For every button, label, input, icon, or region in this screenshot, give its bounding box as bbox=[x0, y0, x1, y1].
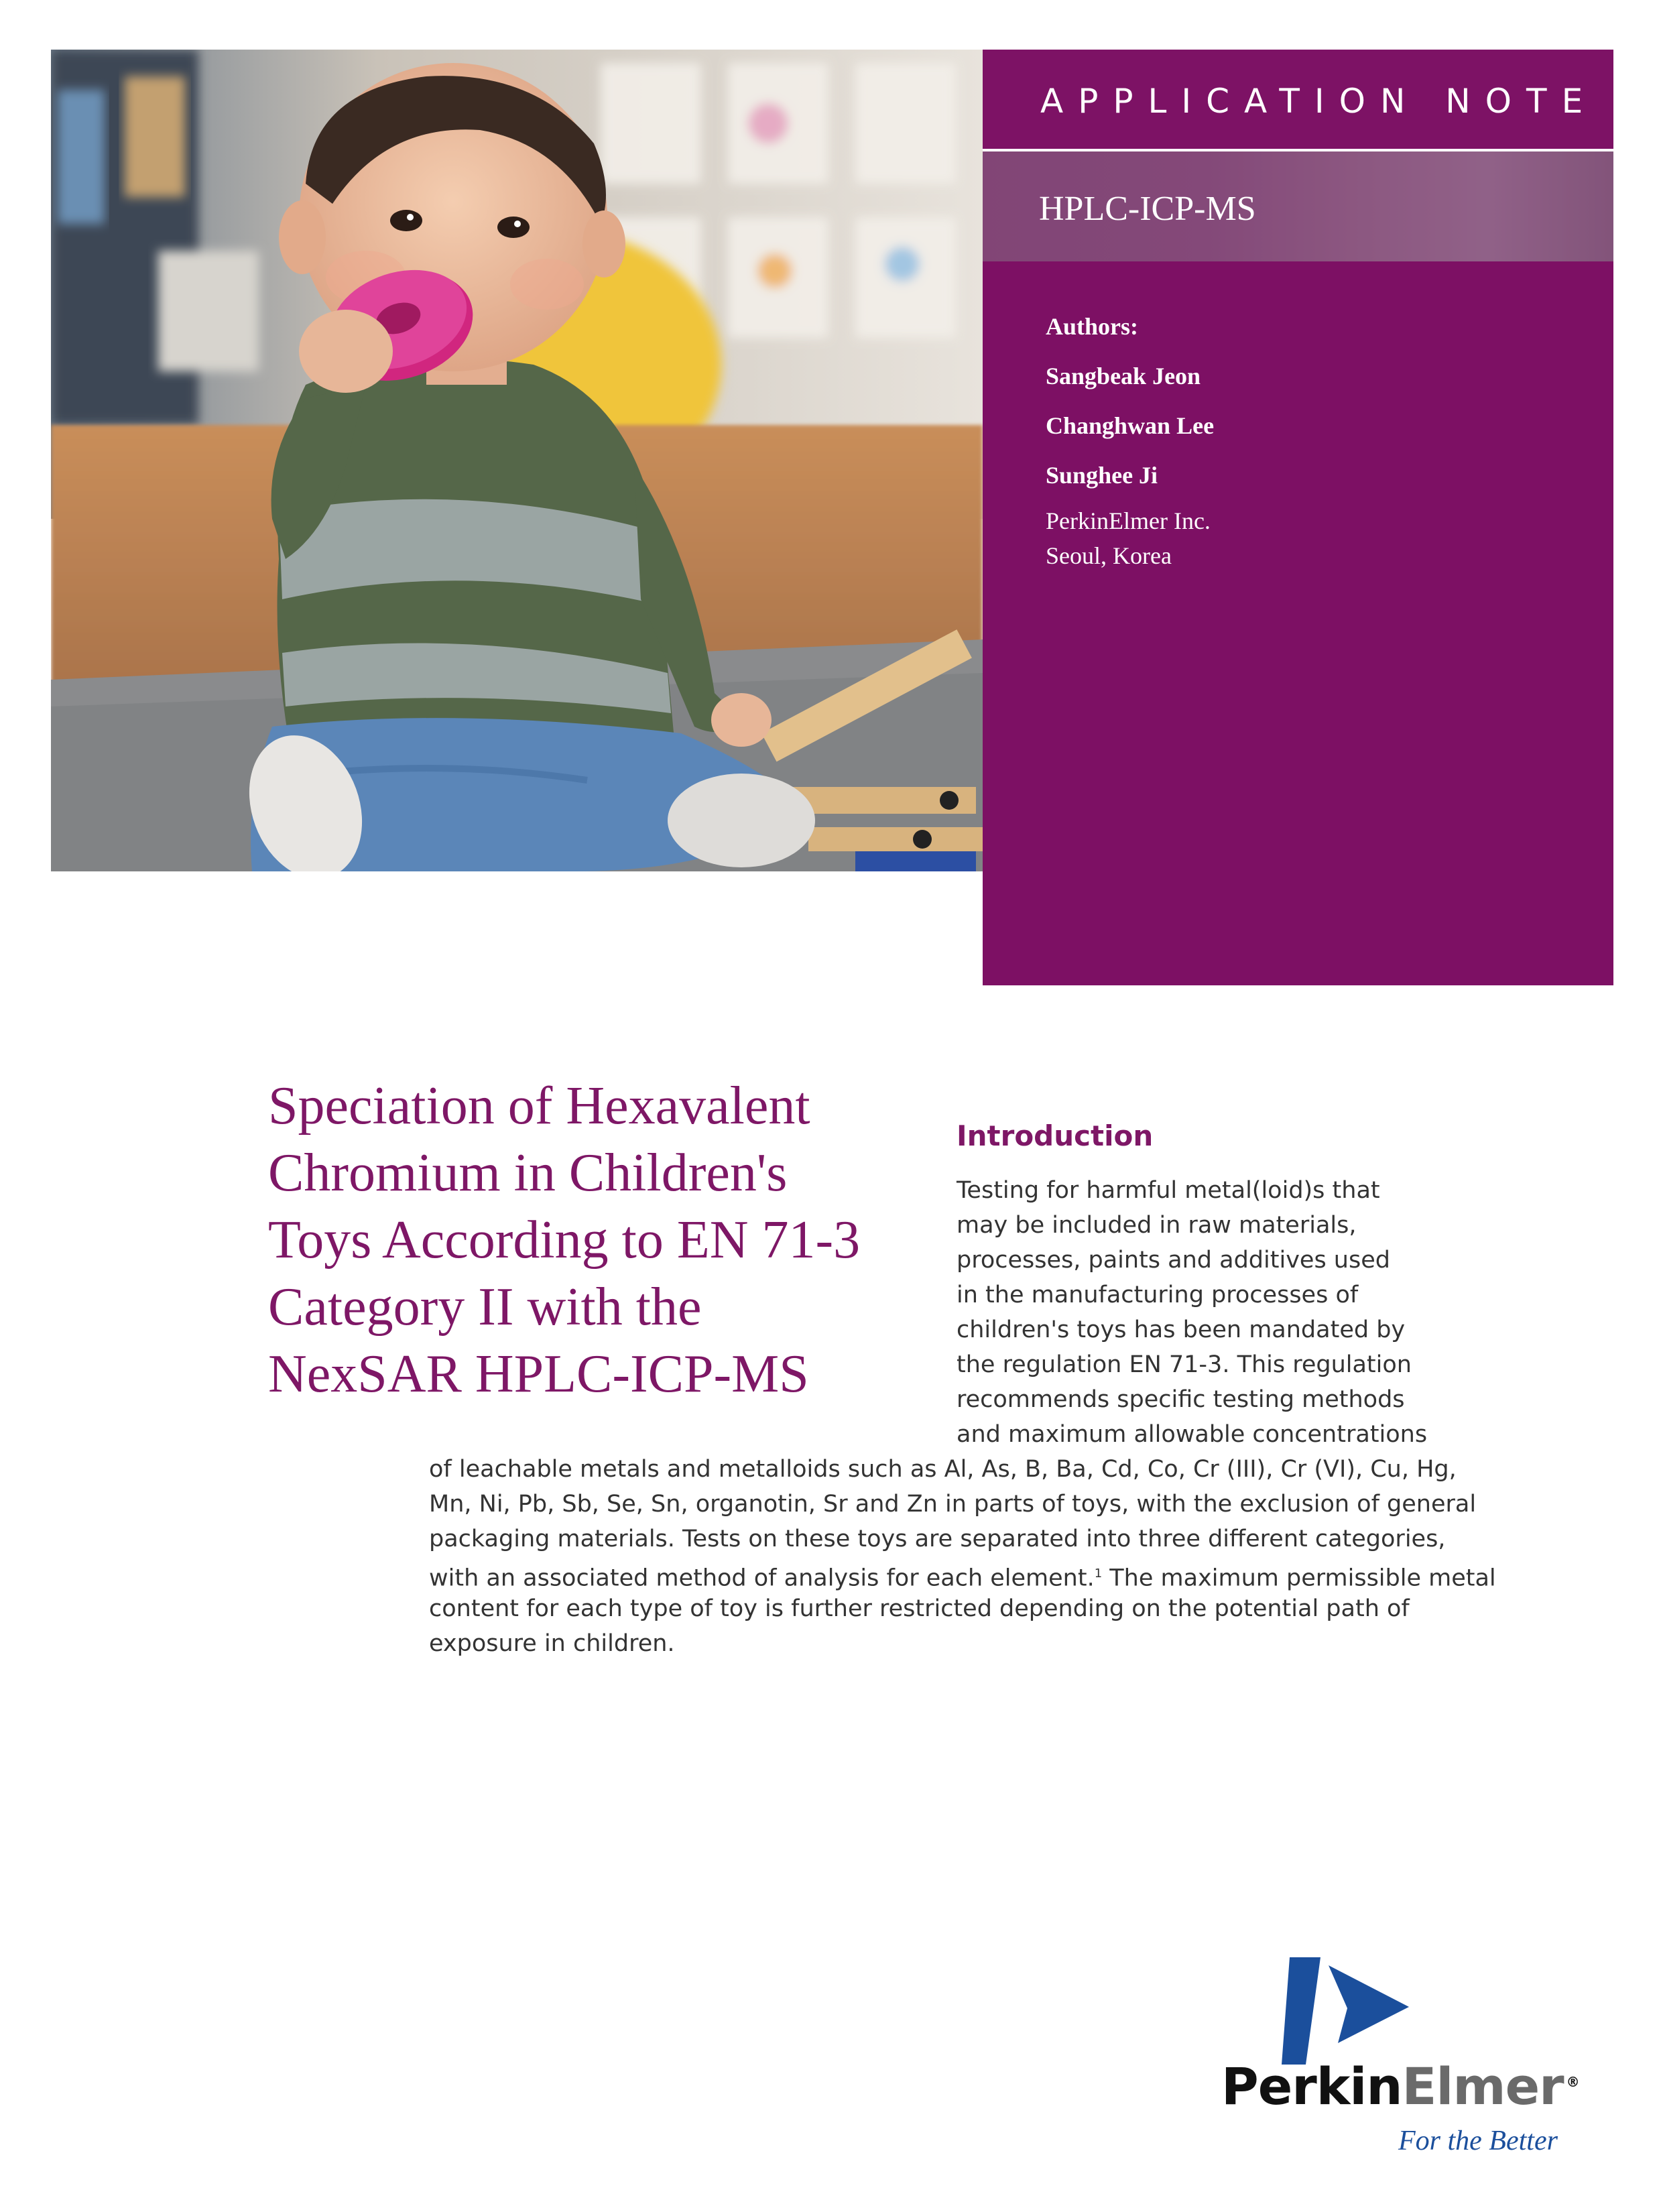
brand-tagline: For the Better bbox=[1398, 2126, 1558, 2156]
brand-wordmark-right: Elmer bbox=[1402, 2056, 1564, 2116]
technique-label: HPLC-ICP-MS bbox=[1039, 190, 1256, 228]
perkinelmer-logo-icon bbox=[1282, 1957, 1409, 2065]
intro-text-line: content for each type of toy is further restricted depending on the potential path of bbox=[429, 1595, 1410, 1622]
footnote-reference: 1 bbox=[1094, 1566, 1103, 1581]
title-line: NexSAR HPLC-ICP-MS bbox=[268, 1345, 809, 1404]
intro-text-line: and maximum allowable concentrations bbox=[957, 1421, 1428, 1448]
application-note-band bbox=[983, 50, 1613, 149]
introduction-heading: Introduction bbox=[957, 1119, 1154, 1152]
intro-text-line bbox=[429, 1556, 1496, 1596]
intro-text-line: may be included in raw materials, bbox=[957, 1212, 1357, 1239]
application-note-label: APPLICATION NOTE bbox=[1040, 82, 1598, 121]
author-location: Seoul, Korea bbox=[1046, 542, 1172, 569]
intro-text-segment: The maximum permissible metal bbox=[1109, 1564, 1496, 1592]
intro-text-line: Testing for harmful metal(loid)s that bbox=[957, 1177, 1380, 1204]
title-line: Category II with the bbox=[268, 1278, 702, 1337]
hero-photo bbox=[51, 50, 983, 871]
intro-text-line: of leachable metals and metalloids such as Al, As, B, Ba, Cd, Co, Cr (III), Cr (VI), Cu, Hg, bbox=[429, 1456, 1457, 1483]
author-organization: PerkinElmer Inc. bbox=[1046, 507, 1211, 534]
intro-text-line: children's toys has been mandated by bbox=[957, 1316, 1406, 1343]
intro-text-segment: with an associated method of analysis for each element. bbox=[429, 1564, 1095, 1592]
intro-text-line: Mn, Ni, Pb, Sb, Se, Sn, organotin, Sr and Zn in parts of toys, with the exclusion of general bbox=[429, 1491, 1477, 1518]
author-name: Sunghee Ji bbox=[1046, 462, 1158, 489]
author-name: Changhwan Lee bbox=[1046, 412, 1215, 439]
brand-wordmark bbox=[1221, 2056, 1579, 2116]
authors-heading: Authors: bbox=[1046, 313, 1139, 340]
intro-text-line: recommends specific testing methods bbox=[957, 1386, 1405, 1413]
brand-wordmark-left: Perkin bbox=[1221, 2056, 1402, 2116]
intro-text-line: packaging materials. Tests on these toys are separated into three different categories, bbox=[429, 1526, 1446, 1552]
intro-text-line: the regulation EN 71-3. This regulation bbox=[957, 1351, 1412, 1378]
intro-text-line: processes, paints and additives used bbox=[957, 1247, 1390, 1274]
authors-panel bbox=[983, 261, 1613, 985]
technique-band bbox=[983, 151, 1613, 261]
title-line: Speciation of Hexavalent bbox=[268, 1077, 810, 1135]
title-line: Toys According to EN 71-3 bbox=[268, 1211, 861, 1270]
intro-text-line: exposure in children. bbox=[429, 1630, 675, 1657]
registered-mark: ® bbox=[1566, 2073, 1579, 2090]
document-title bbox=[268, 1072, 925, 1408]
author-name: Sangbeak Jeon bbox=[1046, 363, 1201, 389]
child-with-toy-photo bbox=[51, 50, 983, 871]
title-line: Chromium in Children's bbox=[268, 1144, 788, 1203]
intro-text-line: in the manufacturing processes of bbox=[957, 1282, 1359, 1308]
